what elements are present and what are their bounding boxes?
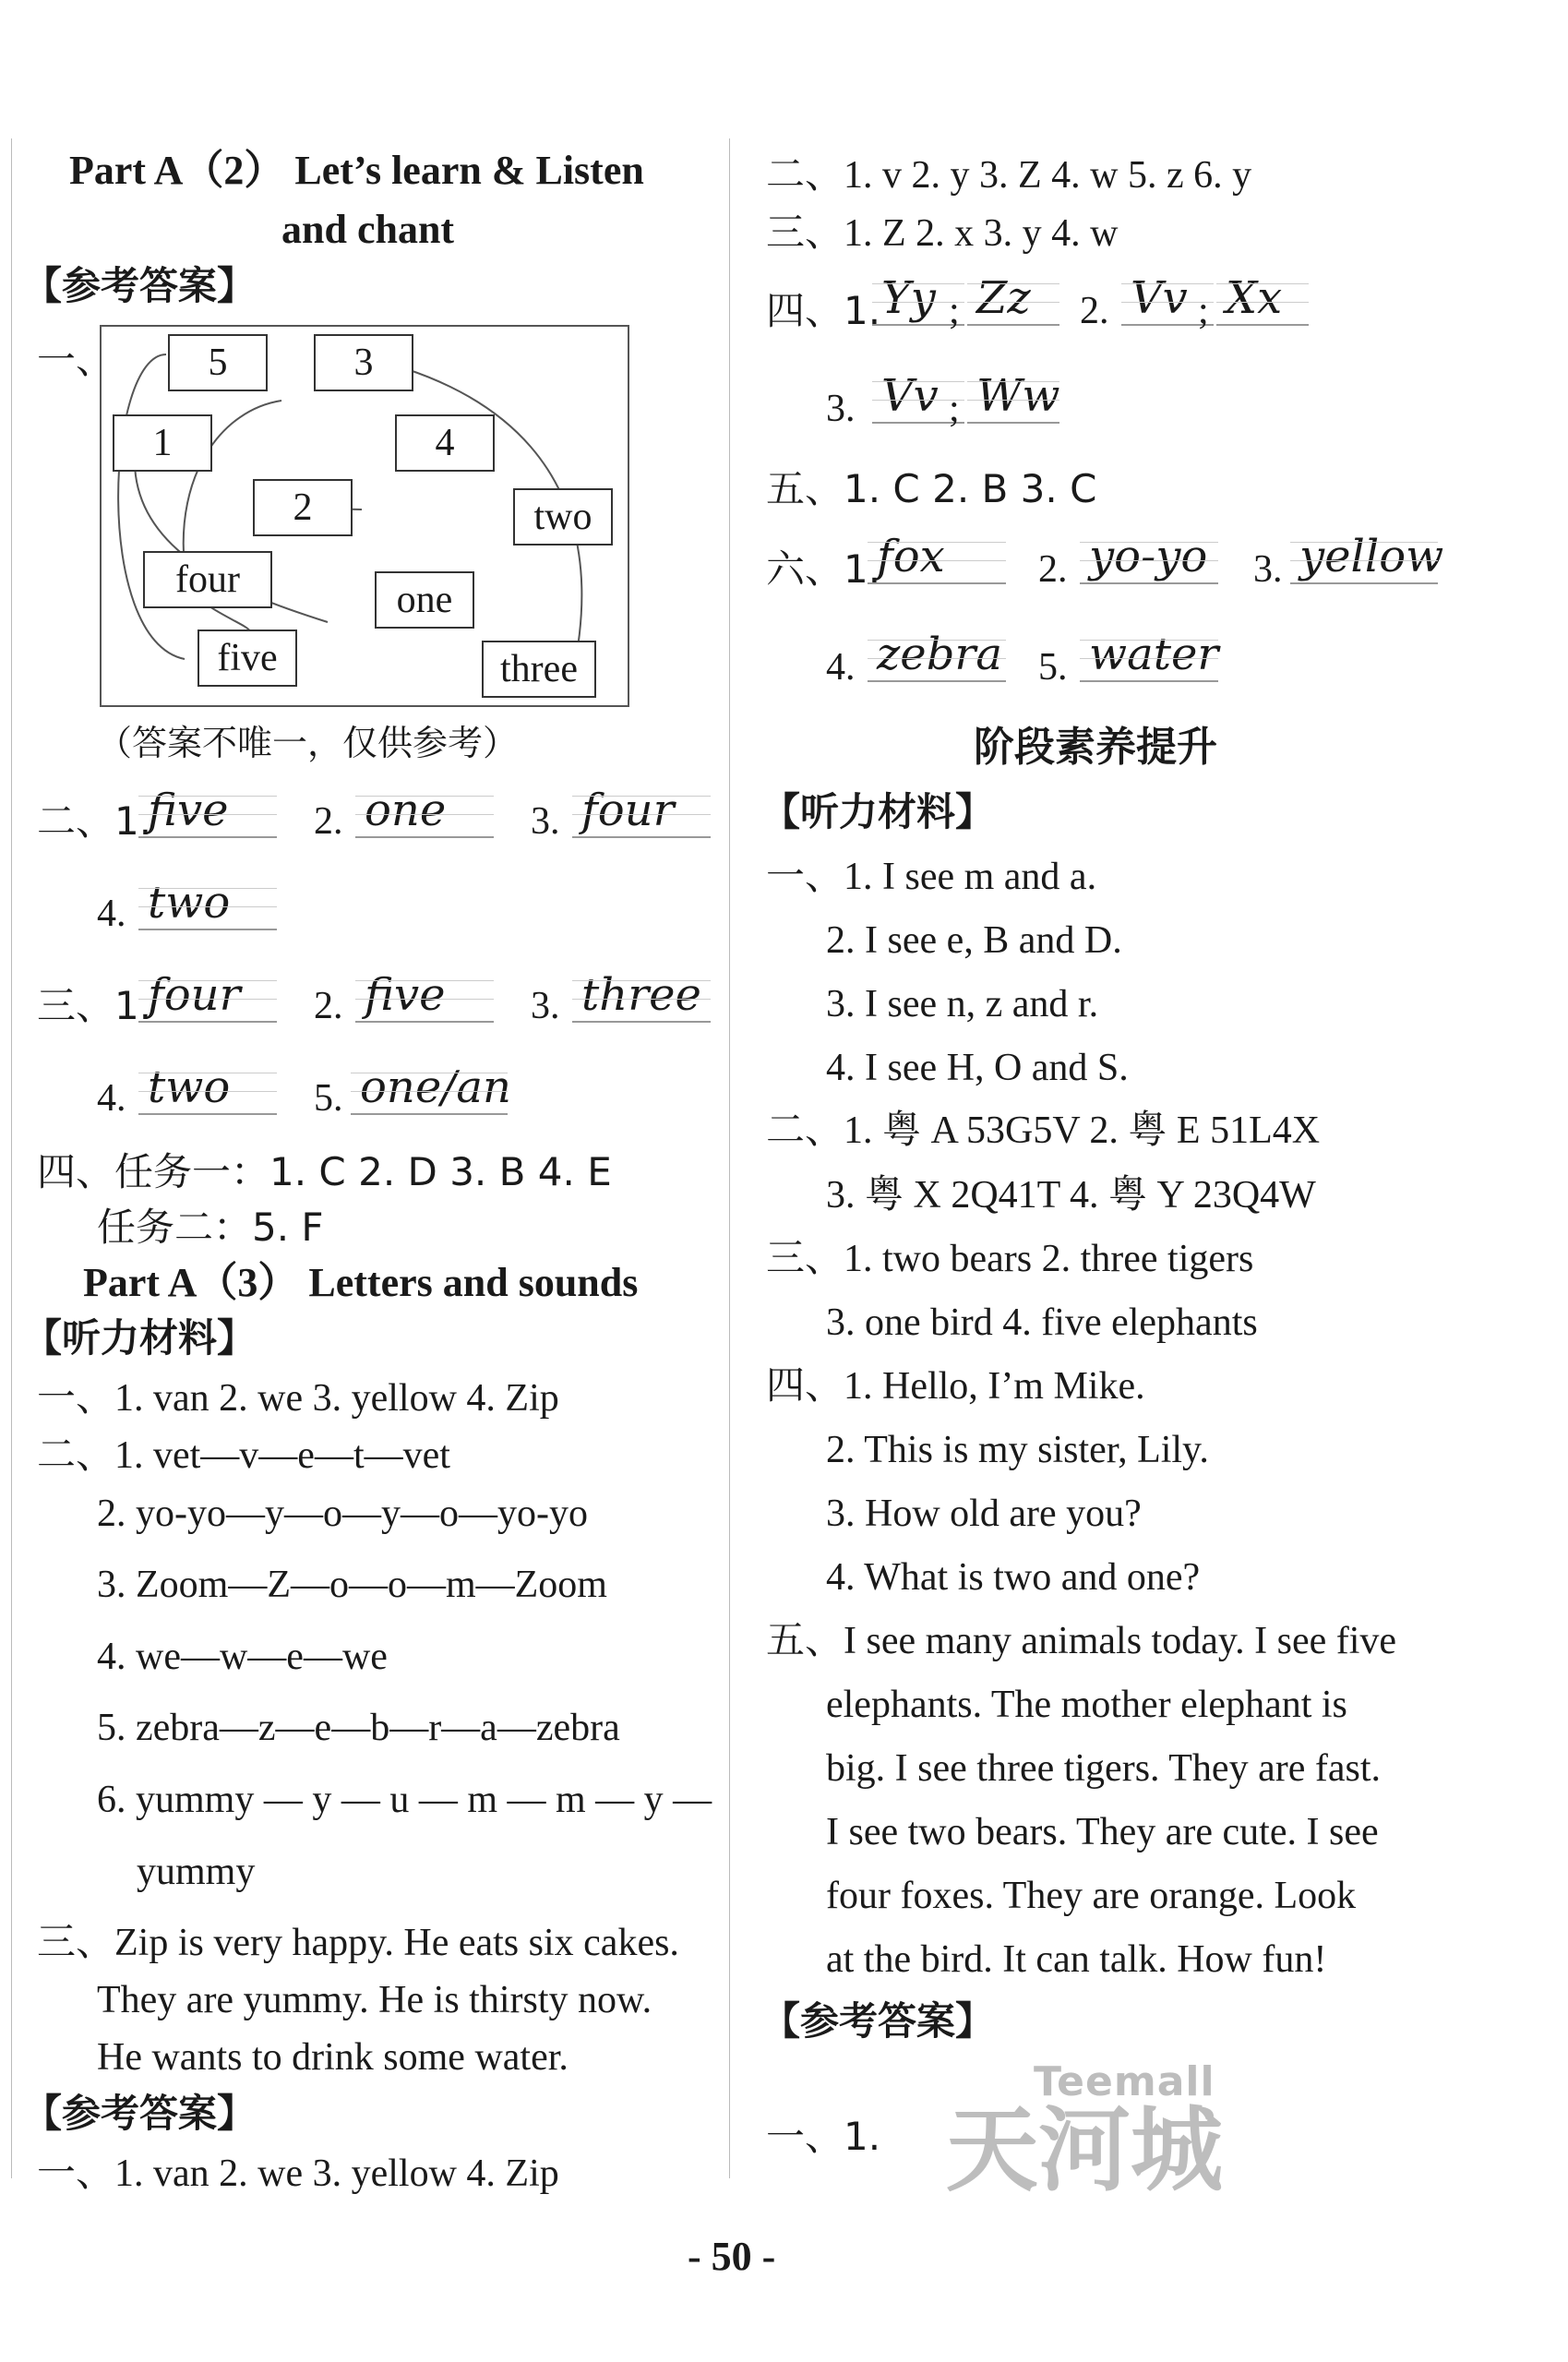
s-q1-line: 2. I see e, B and D. [826, 919, 1122, 962]
la3-q1: 一、1. van 2. we 3. yellow 4. Zip [37, 1377, 559, 1420]
s-q1-line: 4. I see H, O and S. [826, 1047, 1129, 1089]
q3-num-3: 3. [531, 985, 560, 1027]
s-q2-line: 3. 粤 X 2Q41T 4. 粤 Y 23Q4W [826, 1174, 1316, 1217]
part-a2-title-line1: Part A（2） Let’s learn & Listen [69, 148, 644, 193]
q2-answer-4: two [138, 877, 277, 930]
diagram-box-5: 5 [168, 334, 268, 391]
left-margin-line [11, 138, 12, 2178]
q2-answer-2: one [355, 785, 494, 838]
s-q3-line: 3. one bird 4. five elephants [826, 1301, 1258, 1344]
s-q3-line: 三、1. two bears 2. three tigers [766, 1238, 1254, 1280]
q4-line1: 四、任务一：1. C 2. D 3. B 4. E [37, 1149, 612, 1194]
la3-q2-line: 2. yo-yo—y—o—y—o—yo-yo [97, 1493, 588, 1535]
r-q4-1a: Yy [872, 272, 964, 326]
q3-label: 三、1. [37, 983, 152, 1028]
la3-q2-line: 二、1. vet—v—e—t—vet [37, 1434, 450, 1477]
r-q4-2b: Xx [1216, 272, 1309, 326]
s-q5-line: elephants. The mother elephant is [826, 1684, 1347, 1726]
q3-num-4: 4. [97, 1077, 126, 1120]
s-q4-line: 3. How old are you? [826, 1493, 1142, 1535]
r-q6-answer-3: yellow [1290, 531, 1438, 584]
s-q4-line: 4. What is two and one? [826, 1556, 1201, 1599]
matching-diagram [100, 325, 629, 707]
q2-answer-1: five [138, 785, 277, 838]
part-a2-title-line2: and chant [281, 207, 455, 252]
diagram-box-four: four [143, 551, 272, 608]
answer-header-right: 【参考答案】 [761, 1998, 995, 2044]
r-q6-num-4: 4. [826, 646, 856, 689]
ans-q1: 一、1. van 2. we 3. yellow 4. Zip [37, 2152, 559, 2195]
r-q3: 三、1. Z 2. x 3. y 4. w [766, 212, 1119, 255]
q3-num-2: 2. [314, 985, 343, 1027]
r-q4-label: 四、1. [766, 288, 881, 333]
q3-answer-5: one/an [351, 1061, 508, 1115]
q2-label: 二、1. [37, 798, 152, 844]
r-q6-answer-4: zebra [868, 629, 1006, 682]
r-ans-q1-label: 一、1. [766, 2114, 881, 2159]
column-divider [729, 138, 730, 2178]
q2-num-4: 4. [97, 893, 126, 935]
q1-label: 一、 [37, 337, 115, 382]
la3-q3-line: He wants to drink some water. [97, 2036, 569, 2079]
la3-q2-line: 6. yummy — y — u — m — m — y — [97, 1779, 712, 1821]
answer-header: 【参考答案】 [23, 263, 257, 308]
diagram-box-two: two [513, 488, 613, 546]
s-q4-line: 四、1. Hello, I’m Mike. [766, 1365, 1145, 1408]
r-q5: 五、1. C 2. B 3. C [766, 466, 1097, 511]
r-q4-1b: Zz [967, 272, 1059, 326]
q3-answer-3: three [572, 969, 711, 1023]
s-q5-line: 五、I see many animals today. I see five [766, 1620, 1397, 1662]
r-q4-3b: Ww [967, 370, 1059, 424]
s-q4-line: 2. This is my sister, Lily. [826, 1429, 1209, 1471]
la3-q2-line: 4. we—w—e—we [97, 1636, 388, 1678]
listening-header-right: 【听力材料】 [761, 789, 995, 834]
r-q6-answer-2: yo-yo [1080, 531, 1218, 584]
q3-num-5: 5. [314, 1077, 343, 1120]
r-q4-num-2: 2. [1080, 290, 1109, 332]
s-q1-line: 3. I see n, z and r. [826, 983, 1099, 1025]
s-q5-line: at the bird. It can talk. How fun! [826, 1938, 1327, 1981]
diagram-box-4: 4 [395, 414, 495, 472]
q4-line2: 任务二：5. F [97, 1205, 324, 1250]
diagram-box-one: one [375, 571, 474, 629]
s-q2-line: 二、1. 粤 A 53G5V 2. 粤 E 51L4X [766, 1109, 1321, 1152]
diagram-box-three: three [482, 641, 596, 698]
stage-title: 阶段素养提升 [974, 724, 1217, 771]
teemall-watermark-logo: Teemall 天河城 [946, 2058, 1223, 2204]
q2-answer-3: four [572, 785, 711, 838]
la3-q2-line: 5. zebra—z—e—b—r—a—zebra [97, 1707, 620, 1749]
r-q6-answer-1: fox [868, 531, 1006, 584]
part-a3-title: Part A（3） Letters and sounds [83, 1260, 639, 1305]
la3-q2-line: 3. Zoom—Z—o—o—m—Zoom [97, 1564, 607, 1606]
q2-num-3: 3. [531, 800, 560, 843]
la3-q3-line: 三、Zip is very happy. He eats six cakes. [37, 1922, 679, 1964]
r-q6-num-5: 5. [1038, 646, 1068, 689]
s-q5-line: four foxes. They are orange. Look [826, 1875, 1357, 1917]
r-q6-label: 六、1. [766, 546, 881, 592]
diagram-box-1: 1 [113, 414, 212, 472]
r-q6-answer-5: water [1080, 629, 1218, 682]
s-q5-line: I see two bears. They are cute. I see [826, 1811, 1379, 1853]
r-q6-num-2: 2. [1038, 548, 1068, 591]
page-number: - 50 - [688, 2234, 776, 2279]
s-q5-line: big. I see three tigers. They are fast. [826, 1747, 1381, 1790]
q2-num-2: 2. [314, 800, 343, 843]
q3-answer-2: five [355, 969, 494, 1023]
la3-q3-line: They are yummy. He is thirsty now. [97, 1979, 652, 2021]
listening-header-left: 【听力材料】 [23, 1315, 257, 1361]
r-q2: 二、1. v 2. y 3. Z 4. w 5. z 6. y [766, 154, 1252, 197]
q3-answer-4: two [138, 1061, 277, 1115]
diagram-box-five: five [197, 629, 297, 687]
s-q1-line: 一、1. I see m and a. [766, 856, 1097, 898]
diagram-box-2: 2 [253, 479, 353, 536]
r-q4-3a: Vv [872, 370, 964, 424]
r-q4-2a: Vv [1121, 272, 1214, 326]
q3-answer-1: four [138, 969, 277, 1023]
la3-q2-line: yummy [137, 1851, 256, 1893]
r-q6-num-3: 3. [1253, 548, 1283, 591]
r-q4-num-3: 3. [826, 388, 856, 430]
answer-header-2: 【参考答案】 [23, 2091, 257, 2136]
diagram-note: （答案不唯一，仅供参考） [97, 723, 519, 763]
diagram-box-3: 3 [314, 334, 413, 391]
